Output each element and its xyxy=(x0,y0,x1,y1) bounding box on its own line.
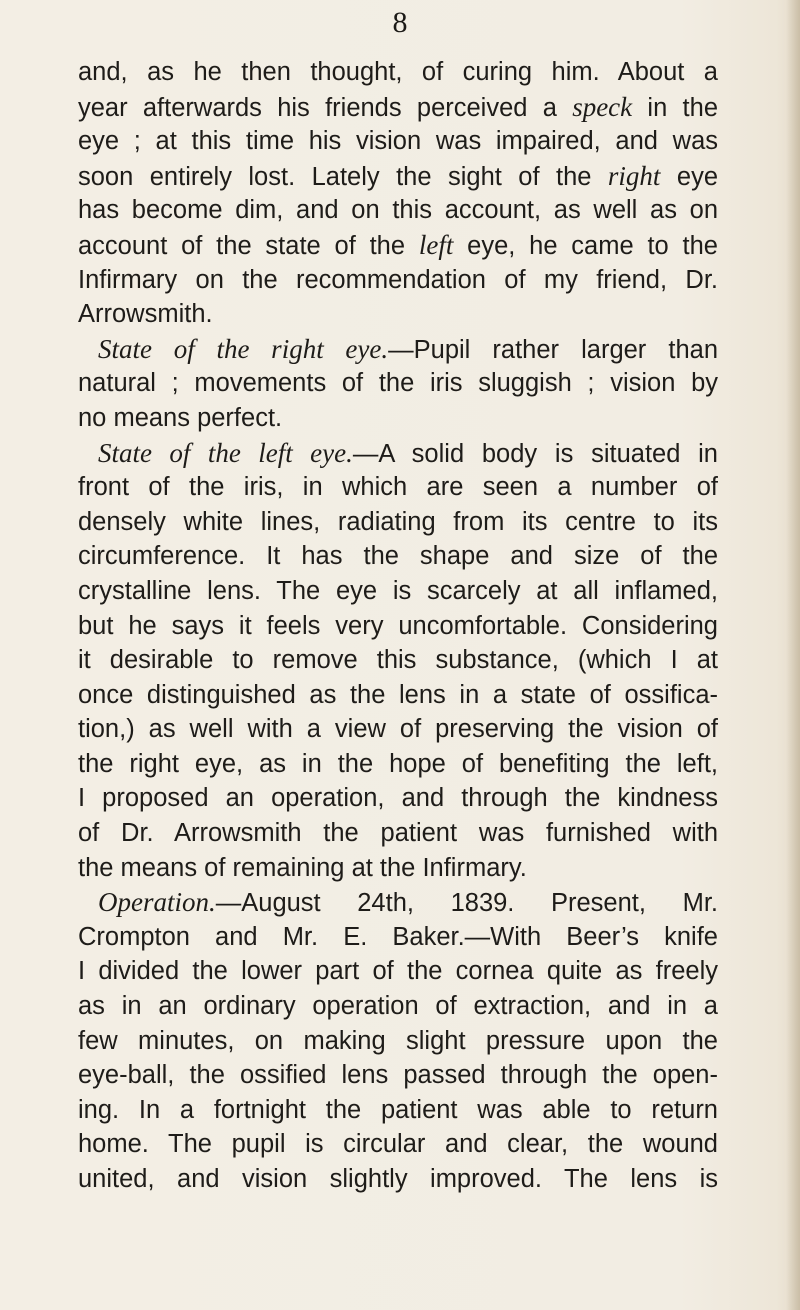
text-line: Arrowsmith. xyxy=(78,300,213,329)
italic-word: right xyxy=(607,160,661,191)
text-line: Crompton and Mr. E. Baker.—With Beer’s knife xyxy=(78,922,718,951)
italic-word: left xyxy=(418,229,454,260)
text-line: Infirmary on the recommendation of my friend, Dr. xyxy=(78,265,718,294)
text-line: I proposed an operation, and through the kindness xyxy=(78,784,718,813)
text-line: the right eye, as in the hope of benefiting the left, xyxy=(78,749,718,778)
text-line: once distinguished as the lens in a state of ossifica- xyxy=(78,680,718,709)
text-line: account of the state of the left eye, he came to the xyxy=(78,229,718,260)
text-line: Operation.—August 24th, 1839. Present, Mr. xyxy=(98,887,718,918)
text-line: densely white lines, radiating from its centre to its xyxy=(78,507,718,536)
body-text xyxy=(78,55,718,1197)
text-line: front of the iris, in which are seen a number of xyxy=(78,473,718,502)
text-line: eye-ball, the ossified lens passed through the open- xyxy=(78,1061,718,1090)
text-line: as in an ordinary operation of extraction, and in a xyxy=(78,992,718,1021)
text-line: ing. In a fortnight the patient was able to return xyxy=(78,1095,718,1124)
text-line: soon entirely lost. Lately the sight of the right eye xyxy=(78,160,718,191)
section-heading: State of the right eye. xyxy=(98,333,389,364)
section-heading: State of the left eye. xyxy=(98,437,353,468)
section-heading: Operation. xyxy=(98,887,216,918)
text-line: has become dim, and on this account, as well as on xyxy=(78,196,718,225)
page-edge-shadow xyxy=(786,0,800,1310)
text-line: State of the right eye.—Pupil rather larger than xyxy=(98,333,718,364)
text-line: natural ; movements of the iris sluggish ; vision by xyxy=(78,369,718,398)
text-line: of Dr. Arrowsmith the patient was furnished with xyxy=(78,819,718,848)
text-line: the means of remaining at the Infirmary. xyxy=(78,853,527,882)
text-line: crystalline lens. The eye is scarcely at all inflamed, xyxy=(78,576,718,605)
text-line: State of the left eye.—A solid body is situated in xyxy=(98,437,718,468)
italic-word: speck xyxy=(572,91,633,122)
text-line: eye ; at this time his vision was impaired, and was xyxy=(78,127,718,156)
text-line: but he says it feels very uncomfortable. Considering xyxy=(78,611,718,640)
text-line: tion,) as well with a view of preserving the vision of xyxy=(78,715,718,744)
text-line: few minutes, on making slight pressure upon the xyxy=(78,1026,718,1055)
text-line: no means perfect. xyxy=(78,403,283,432)
text-line: year afterwards his friends perceived a speck in the xyxy=(78,91,719,122)
text-line: united, and vision slightly improved. The lens is xyxy=(78,1165,718,1193)
page-number: 8 xyxy=(392,6,408,39)
text-line: home. The pupil is circular and clear, the wound xyxy=(78,1130,718,1159)
text-line: it desirable to remove this substance, (which I at xyxy=(78,646,718,675)
text-line: I divided the lower part of the cornea quite as freely xyxy=(78,957,718,986)
text-line: and, as he then thought, of curing him. About a xyxy=(78,58,718,86)
text-line: circumference. It has the shape and size of the xyxy=(78,542,718,571)
